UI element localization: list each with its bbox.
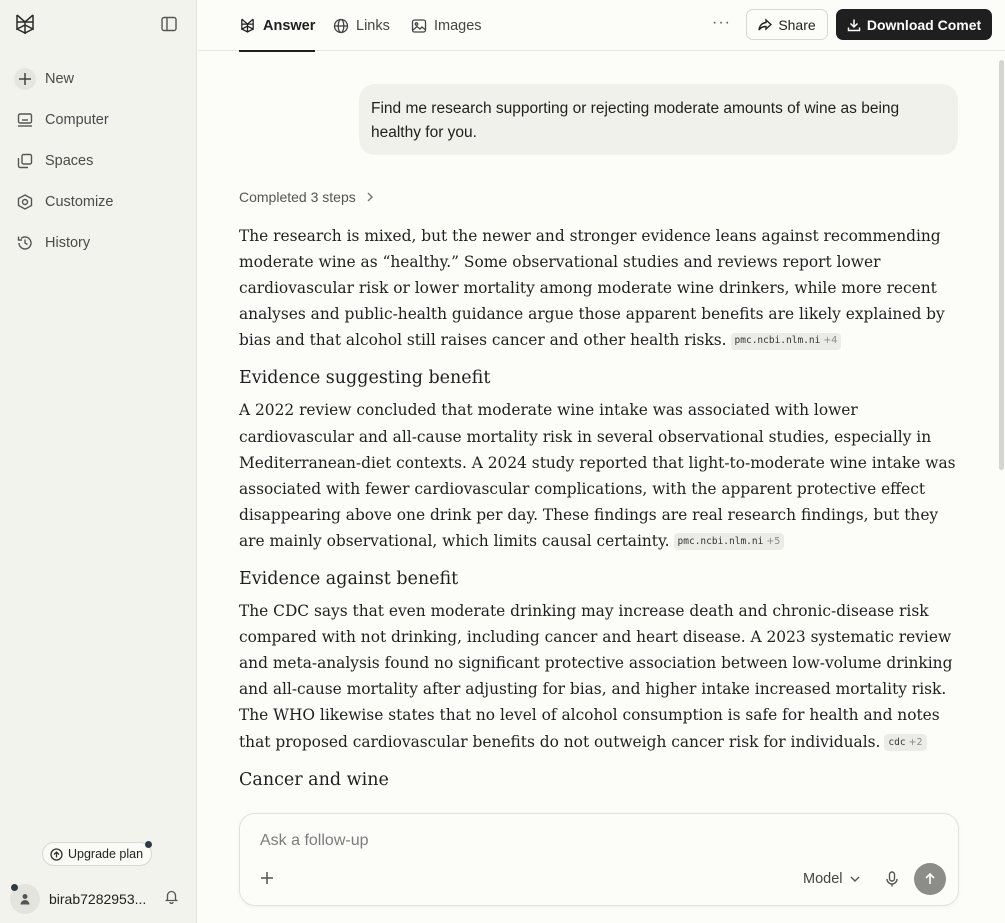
arrow-up-icon <box>923 872 937 886</box>
sidebar-item-new[interactable] <box>0 58 197 99</box>
sidebar-item-history[interactable] <box>0 222 197 263</box>
download-icon <box>847 18 861 32</box>
scrollbar-thumb[interactable] <box>999 60 1004 470</box>
globe-icon <box>333 18 349 34</box>
microphone-icon[interactable] <box>884 870 900 893</box>
steps-label: Completed 3 steps <box>239 189 356 205</box>
tab-label: Answer <box>263 17 316 34</box>
sidebar-item-computer[interactable] <box>0 99 197 140</box>
user-icon <box>19 893 31 905</box>
perplexity-icon <box>239 17 256 34</box>
image-icon <box>411 18 427 34</box>
follow-up-input[interactable] <box>260 832 760 850</box>
customize-icon <box>14 191 36 213</box>
perplexity-logo-icon[interactable] <box>13 12 37 36</box>
citation-count: +4 <box>823 335 838 347</box>
sidebar-nav <box>0 58 197 263</box>
citation-source: pmc.ncbi.nlm.ni <box>677 535 764 547</box>
sidebar-item-label: History <box>45 234 91 251</box>
answer-content <box>239 223 961 799</box>
tab-label: Links <box>356 17 390 34</box>
answer-intro-text: The research is mixed, but the newer and stronger evidence leans against recommending moderate wine as “healthy.” Some observational studies and reviews report lower cardiovascular risk or lower mortality among moderate wine drinkers, while more recent analyses and public-health guidance argue those apparent benefits are likely explained by bias and that alcohol still raises cancer and other health risks. <box>239 227 945 350</box>
scrollbar[interactable] <box>998 52 1005 923</box>
top-bar <box>198 0 1005 51</box>
citation-count: +2 <box>908 736 923 748</box>
completed-steps-toggle[interactable] <box>239 189 374 205</box>
section-heading: Evidence suggesting benefit <box>239 368 491 389</box>
sidebar-item-label: Spaces <box>45 152 94 169</box>
send-button[interactable] <box>914 863 946 895</box>
avatar[interactable] <box>10 884 40 914</box>
section-heading: Evidence against benefit <box>239 569 459 590</box>
upgrade-plan-label: Upgrade plan <box>68 847 144 861</box>
section-body-text: The CDC says that even moderate drinking may increase death and chronic-disease risk compared with not drinking, including cancer and heart disease. A 2023 systematic review and meta-analysis found no significant protective association between low-volume drinking and all-cause mortality after adjusting for bias, and higher intake increased mortality risk. The WHO likewise states that no level of alcohol consumption is safe for health and notes that proposed cardiovascular benefits do not outweigh cancer risk for individuals. <box>239 602 953 751</box>
download-label: Download Comet <box>866 16 982 33</box>
sidebar-item-spaces[interactable] <box>0 140 197 181</box>
citation-source: cdc <box>888 736 906 748</box>
citation-chip[interactable] <box>731 333 842 350</box>
sidebar-item-label: New <box>45 70 75 87</box>
tab-images[interactable] <box>411 0 482 51</box>
share-button[interactable] <box>746 9 828 40</box>
citation-chip[interactable] <box>884 734 926 751</box>
citation-count: +5 <box>766 535 781 547</box>
sidebar-item-label: Computer <box>45 111 109 128</box>
share-icon <box>758 18 772 32</box>
bell-icon[interactable] <box>164 889 179 909</box>
answer-intro <box>239 223 961 353</box>
model-label: Model <box>803 871 843 887</box>
download-comet-button[interactable] <box>836 9 992 40</box>
sidebar-item-label: Customize <box>45 193 114 210</box>
model-selector[interactable] <box>803 871 860 887</box>
section-body <box>239 397 961 554</box>
section-heading: Cancer and wine <box>239 769 389 790</box>
notification-dot <box>145 841 152 848</box>
share-label: Share <box>778 16 816 33</box>
citation-chip[interactable] <box>674 533 785 550</box>
user-query-bubble: Find me research supporting or rejecting moderate amounts of wine as being healthy for you. <box>359 84 958 155</box>
section-body <box>239 598 961 755</box>
tab-links[interactable] <box>333 0 390 51</box>
tab-answer[interactable] <box>239 0 315 51</box>
more-options-button[interactable]: ··· <box>712 14 731 31</box>
username: birab7282953... <box>49 891 147 907</box>
attach-plus-icon[interactable] <box>259 870 275 891</box>
history-icon <box>14 232 36 254</box>
upgrade-arrow-icon <box>50 848 63 861</box>
upgrade-plan-button[interactable] <box>42 842 152 866</box>
computer-icon <box>14 109 36 131</box>
follow-up-composer <box>239 813 959 906</box>
section-body-text: A 2022 review concluded that moderate wine intake was associated with lower cardiovascular and all-cause mortality risk in several observational studies, especially in Mediterranean-diet contexts. A 2024 study reported that light-to-moderate wine intake was associated with fewer cardiovascular complications, with the apparent protective effect disappearing above one drink per day. These findings are real research findings, but they are mainly observational, which limits causal certainty. <box>239 401 956 550</box>
plus-icon <box>14 68 36 90</box>
user-menu[interactable] <box>10 884 188 914</box>
tab-label: Images <box>434 17 482 34</box>
chevron-right-icon <box>366 192 374 202</box>
chevron-down-icon <box>850 875 860 883</box>
citation-source: pmc.ncbi.nlm.ni <box>734 335 821 347</box>
spaces-icon <box>14 150 36 172</box>
notification-dot <box>11 884 18 891</box>
sidebar-item-customize[interactable] <box>0 181 197 222</box>
sidebar-toggle-icon[interactable] <box>160 15 178 33</box>
sidebar <box>0 0 197 923</box>
